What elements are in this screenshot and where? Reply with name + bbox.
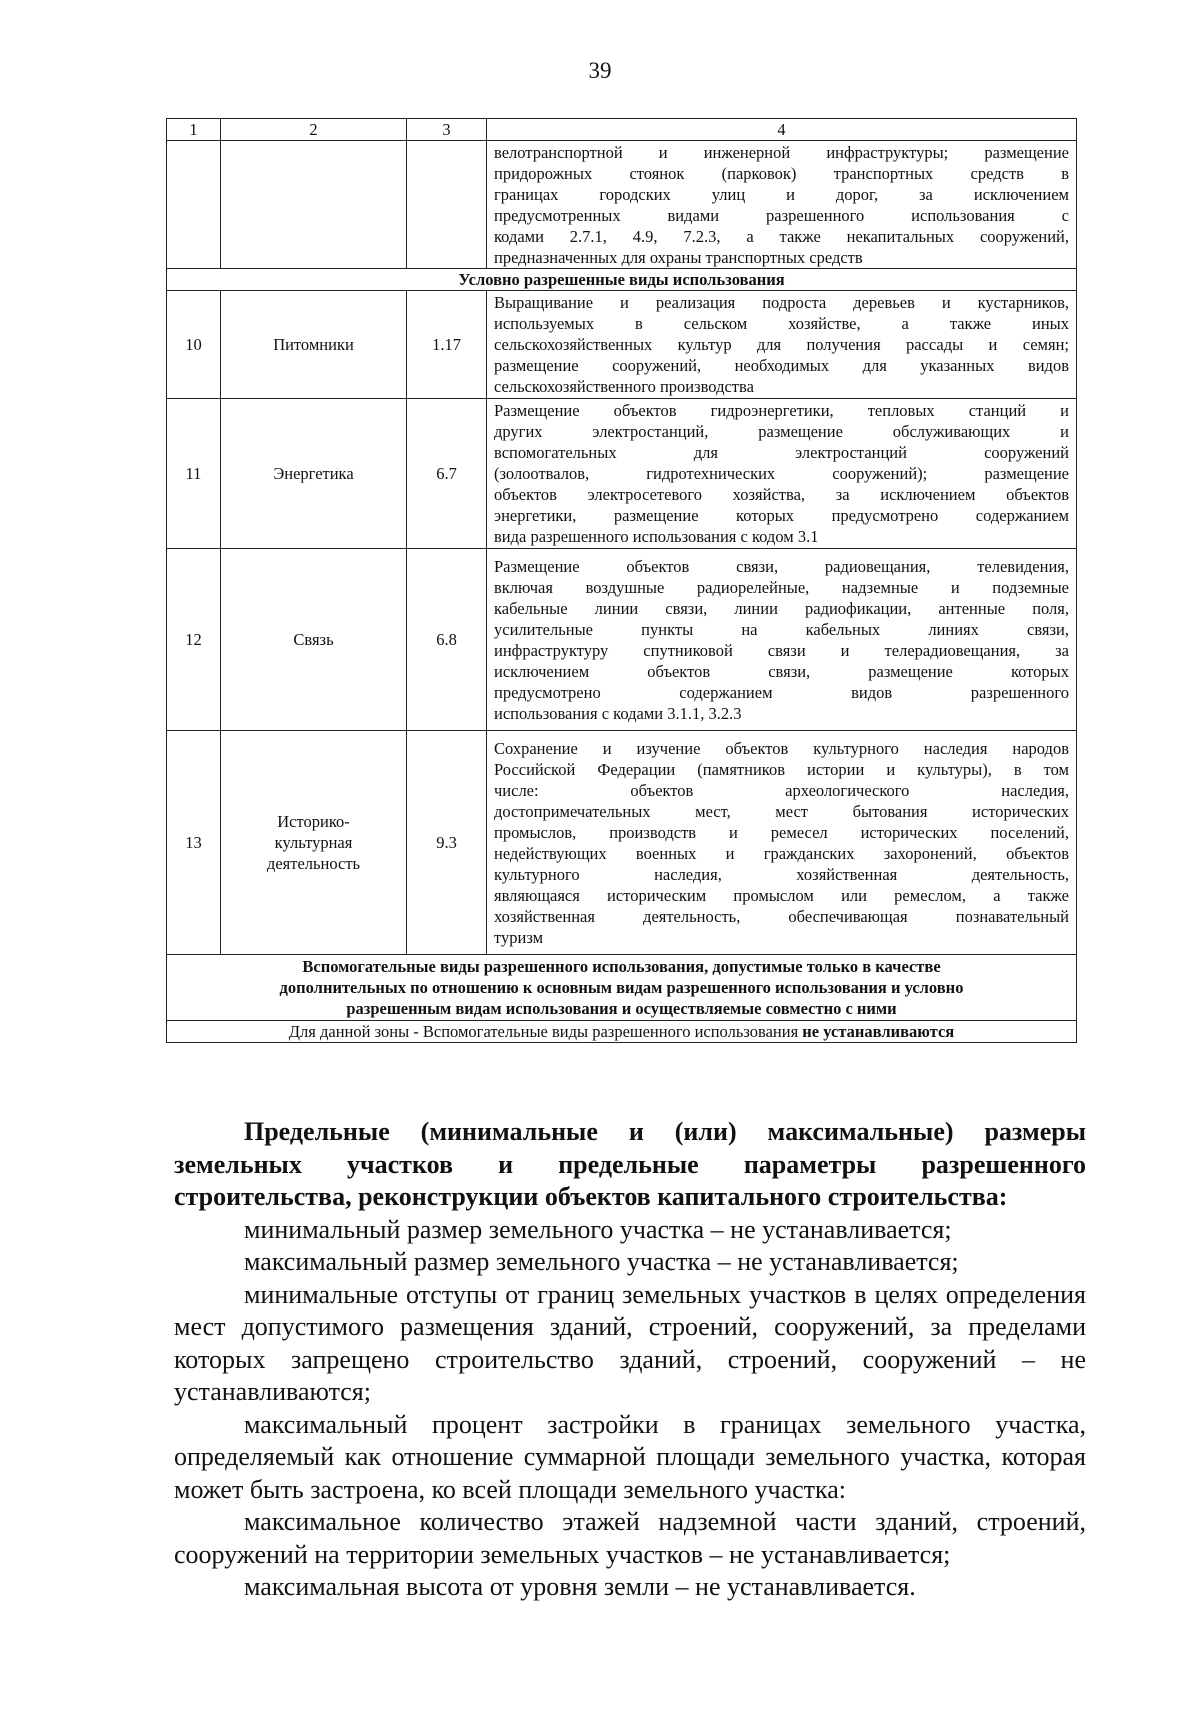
description-line: Размещение объектов связи, радиовещания, телевидения, xyxy=(494,556,1069,576)
description-line: вспомогательных для электростанций сооружений xyxy=(494,443,1069,462)
use-code: 6.7 xyxy=(407,399,487,549)
header-cell: 2 xyxy=(221,119,407,141)
table-row xyxy=(167,549,1077,731)
auxiliary-note-emphasis: не устанавливаются xyxy=(802,1022,955,1041)
use-code: 1.17 xyxy=(407,291,487,399)
heading-line: Предельные (минимальные и (или) максимальные) размеры xyxy=(244,1117,1086,1146)
parameter-paragraph: минимальный размер земельного участка – не устанавливается; xyxy=(244,1214,952,1244)
parameters-heading xyxy=(174,1116,1086,1214)
description-line: включая воздушные радиорелейные, надземные и подземные xyxy=(494,577,1069,597)
auxiliary-note xyxy=(167,1021,1077,1043)
description-cell xyxy=(487,399,1077,549)
table-row xyxy=(167,399,1077,549)
description-line: используемых в сельском хозяйстве, а также иных xyxy=(494,314,1069,333)
header-cell: 3 xyxy=(407,119,487,141)
header-cell: 1 xyxy=(167,119,221,141)
description-line: велотранспортной и инженерной инфраструктуры; размещение xyxy=(494,142,1069,162)
description-line: предусмотрено содержанием видов разрешенного xyxy=(494,682,1069,702)
description-line: достопримечательных мест, мест бытования исторических xyxy=(494,801,1069,821)
description-line: границах городских улиц и дорог, за исключением xyxy=(494,184,1069,204)
description-line: усилительные пункты на кабельных линиях связи, xyxy=(494,619,1069,639)
description-cell xyxy=(487,549,1077,731)
num-cell xyxy=(167,141,221,269)
description-line: Выращивание и реализация подроста деревьев и кустарников, xyxy=(494,293,1069,312)
section-row xyxy=(167,269,1077,291)
table-header-row xyxy=(167,119,1077,141)
use-name-line: культурная xyxy=(274,833,353,852)
description-line: инфраструктуру спутниковой связи и телерадиовещания, за xyxy=(494,640,1069,660)
description-line: размещение сооружений, необходимых для указанных видов xyxy=(494,356,1069,375)
auxiliary-section-title xyxy=(167,955,1077,1021)
description-line: предназначенных для охраны транспортных средств xyxy=(494,247,863,267)
parameter-paragraph: максимальный размер земельного участка – не устанавливается; xyxy=(244,1247,959,1276)
description-line: кодами 2.7.1, 4.9, 7.2.3, а также некапитальных сооружений, xyxy=(494,226,1069,246)
parameter-paragraph: минимальные отступы от границ земельных участков в целях определения мест допустимого размещения зданий, строений, сооружений, за пределами которых запрещено строительство зданий, строений, сооружений – не устанавливаются; xyxy=(174,1279,1086,1406)
description-line: других электростанций, размещение обслуживающих и xyxy=(494,422,1069,441)
description-line: предусмотренных видами разрешенного использования с xyxy=(494,205,1069,225)
description-cell xyxy=(487,141,1077,269)
description-line: Сохранение и изучение объектов культурного наследия народов xyxy=(494,738,1069,758)
description-line: (золоотвалов, гидротехнических сооружений); размещение xyxy=(494,464,1069,483)
description-line: сельскохозяйственных культур для получения рассады и семян; xyxy=(494,335,1069,354)
auxiliary-title-line: Вспомогательные виды разрешенного использования, допустимые только в качестве xyxy=(302,957,941,976)
description-line: энергетики, размещение которых предусмотрено содержанием xyxy=(494,506,1069,525)
auxiliary-title-line: дополнительных по отношению к основным видам разрешенного использования и условно xyxy=(279,978,964,997)
table-row xyxy=(167,731,1077,955)
code-cell xyxy=(407,141,487,269)
land-use-table xyxy=(166,118,1077,1043)
page-number: 39 xyxy=(588,58,612,83)
description-line: вида разрешенного использования с кодом 3.1 xyxy=(494,527,819,546)
description-line: придорожных стоянок (парковок) транспортных средств в xyxy=(494,163,1069,183)
row-number: 13 xyxy=(167,731,221,955)
row-number: 10 xyxy=(167,291,221,399)
description-line: недействующих военных и гражданских захоронений, объектов xyxy=(494,843,1069,863)
description-line: сельскохозяйственного производства xyxy=(494,377,754,396)
use-name: Связь xyxy=(221,549,407,731)
parameter-paragraph: максимальный процент застройки в границах земельного участка, определяемый как отношение суммарной площади земельного участка, которая может быть застроена, ко всей площади земельного участка: xyxy=(174,1409,1086,1504)
description-line: кабельные линии связи, линии радиофикации, антенные поля, xyxy=(494,598,1069,618)
description-line: исключением объектов связи, размещение которых xyxy=(494,661,1069,681)
table-row xyxy=(167,141,1077,269)
description-line: являющаяся историческим промыслом или ремеслом, а также xyxy=(494,885,1069,905)
description-line: культурного наследия, хозяйственная деятельность, xyxy=(494,864,1069,884)
section-row xyxy=(167,955,1077,1021)
heading-line: земельных участков и предельные параметры разрешенного xyxy=(174,1149,1086,1179)
parameter-paragraph: максимальная высота от уровня земли – не устанавливается. xyxy=(244,1572,916,1601)
name-cell xyxy=(221,141,407,269)
use-name xyxy=(221,731,407,955)
description-line: хозяйственная деятельность, обеспечивающая познавательный xyxy=(494,906,1069,926)
auxiliary-title-line: разрешенным видам использования и осуществляемые совместно с ними xyxy=(346,999,897,1018)
parameter-paragraph: максимальное количество этажей надземной части зданий, строений, сооружений на территории земельных участков – не устанавливается; xyxy=(174,1507,1086,1569)
auxiliary-note-text: Для данной зоны - Вспомогательные виды разрешенного использования xyxy=(288,1022,803,1041)
row-number: 11 xyxy=(167,399,221,549)
description-cell xyxy=(487,731,1077,955)
description-line: промыслов, производств и ремесел исторических поселений, xyxy=(494,822,1069,842)
description-line: использования с кодами 3.1.1, 3.2.3 xyxy=(494,703,742,723)
use-name-line: Историко- xyxy=(277,812,350,831)
description-line: объектов электросетевого хозяйства, за исключением объектов xyxy=(494,485,1069,504)
use-code: 9.3 xyxy=(407,731,487,955)
description-line: туризм xyxy=(494,927,544,947)
description-line: Размещение объектов гидроэнергетики, тепловых станций и xyxy=(494,401,1069,420)
header-cell: 4 xyxy=(487,119,1077,141)
description-line: Российской Федерации (памятников истории и культуры), в том xyxy=(494,759,1069,779)
use-name: Энергетика xyxy=(221,399,407,549)
use-name-line: деятельность xyxy=(266,854,361,873)
use-name: Питомники xyxy=(221,291,407,399)
note-row xyxy=(167,1021,1077,1043)
description-line: числе: объектов археологического наследия, xyxy=(494,780,1069,800)
table-row xyxy=(167,291,1077,399)
heading-line: строительства, реконструкции объектов капитального строительства: xyxy=(174,1182,1008,1211)
row-number: 12 xyxy=(167,549,221,731)
use-code: 6.8 xyxy=(407,549,487,731)
conditional-section-title: Условно разрешенные виды использования xyxy=(167,269,1077,291)
description-cell xyxy=(487,291,1077,399)
parameters-section xyxy=(174,1116,1086,1604)
